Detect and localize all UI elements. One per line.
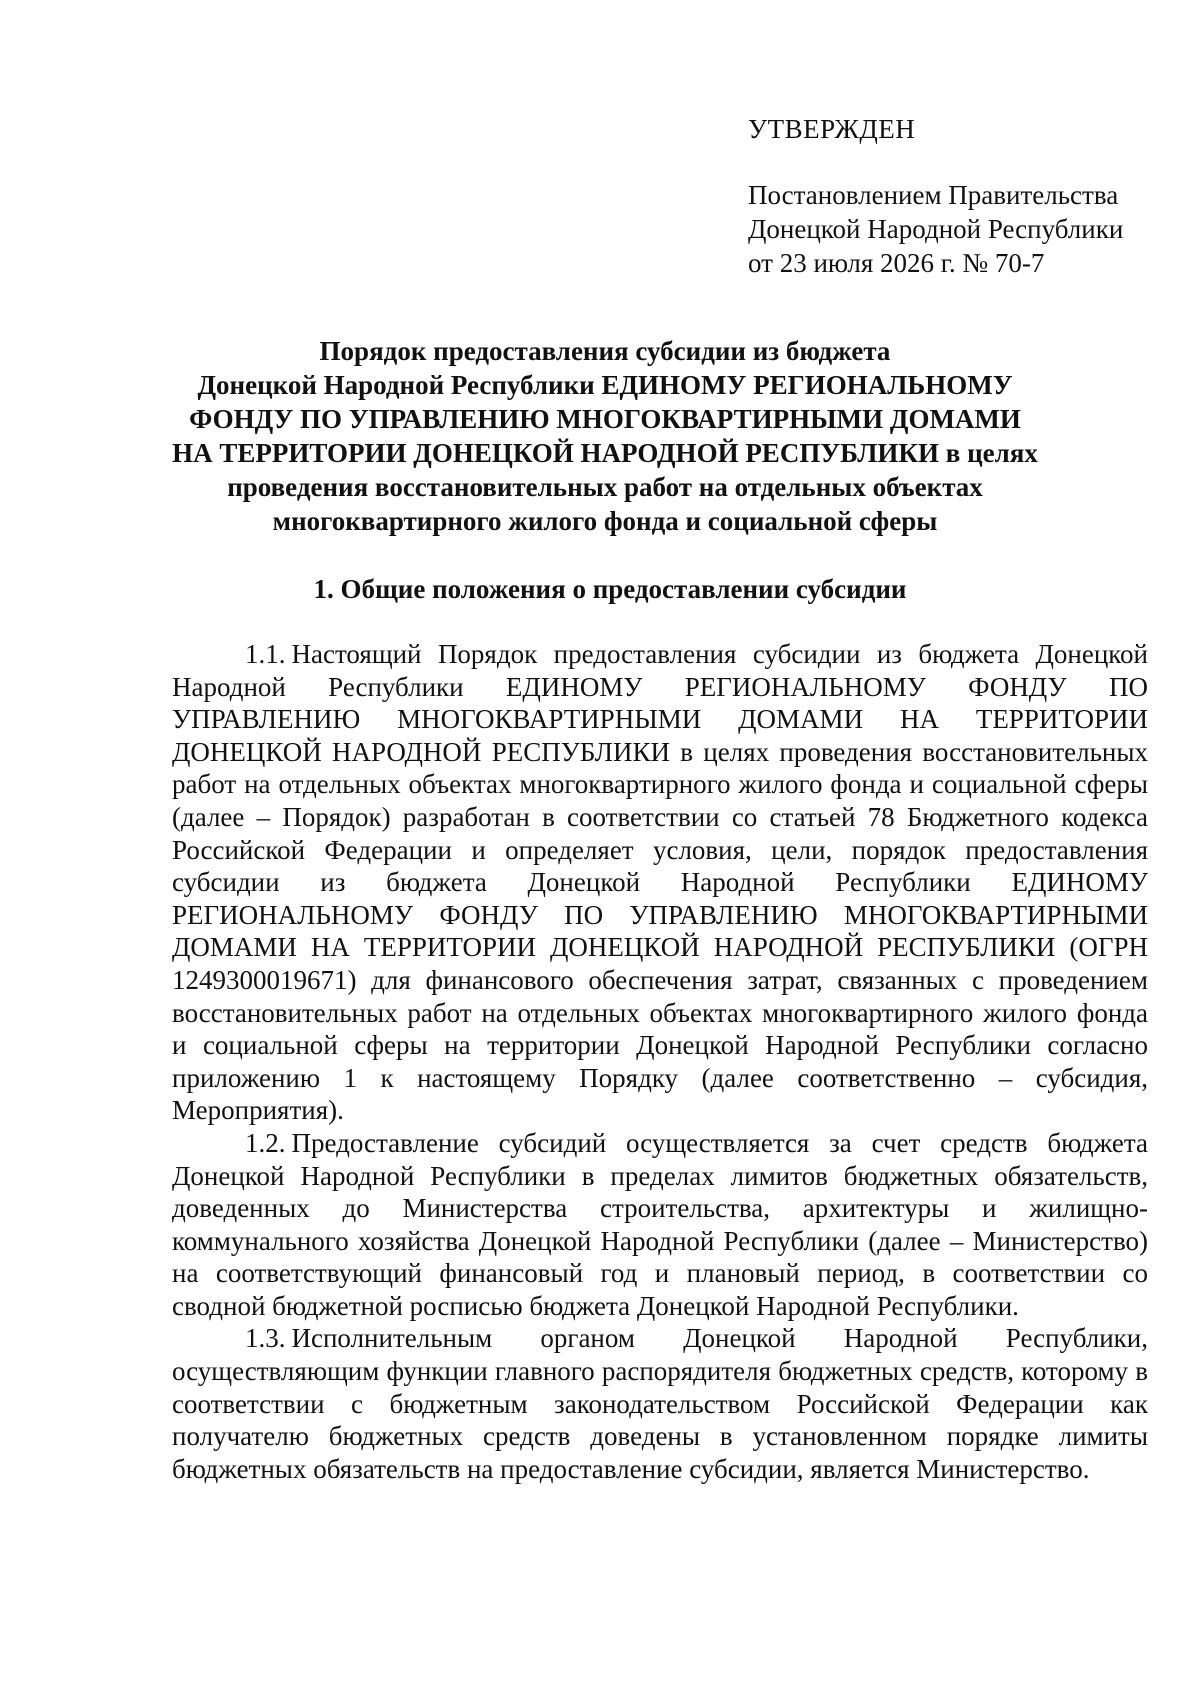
section-body: [172, 638, 1148, 1485]
paragraph-number: 1.2.: [245, 1127, 286, 1158]
paragraph-text: Настоящий Порядок предоставления субсидии из бюджета Донецкой Народной Республики ЕДИНОМУ РЕГИОНАЛЬНОМУ ФОНДУ ПО УПРАВЛЕНИЮ МНОГОКВАРТИРНЫМИ ДОМАМИ НА ТЕРРИТОРИИ ДОНЕЦКОЙ НАРОДНОЙ РЕСПУБЛИКИ в целях проведения восстановительных работ на отдельных объектах многоквартирного жилого фонда и социальной сферы (далее – Порядок) разработан в соответствии со статьей 78 Бюджетного кодекса Российской Федерации и определяет условия, цели, порядок предоставления субсидии из бюджета Донецкой Народной Республики ЕДИНОМУ РЕГИОНАЛЬНОМУ ФОНДУ ПО УПРАВЛЕНИЮ МНОГОКВАРТИРНЫМИ ДОМАМИ НА ТЕРРИТОРИИ ДОНЕЦКОЙ НАРОДНОЙ РЕСПУБЛИКИ (ОГРН 1249300019671) для финансового обеспечения затрат, связанных с проведением восстановительных работ на отдельных объектах многоквартирного жилого фонда и социальной сферы на территории Донецкой Народной Республики согласно приложению 1 к настоящему Порядку (далее соответственно – субсидия, Мероприятия).: [172, 639, 1148, 1126]
document-title: [130, 334, 1080, 538]
paragraph-text: Исполнительным органом Донецкой Народной Республики, осуществляющим функции главного распорядителя бюджетных средств, которому в соответствии с бюджетным законодательством Российской Федерации как получателю бюджетных средств доведены в установленном порядке лимиты бюджетных обязательств на предоставление субсидии, является Министерство.: [172, 1323, 1148, 1484]
approval-label: УТВЕРЖДЕН: [748, 114, 916, 144]
decree-line: Донецкой Народной Республики: [748, 214, 1124, 244]
paragraph-1-3: [172, 1322, 1148, 1485]
section-heading: 1. Общие положения о предоставлении субсидии: [313, 574, 907, 604]
title-line: НА ТЕРРИТОРИИ ДОНЕЦКОЙ НАРОДНОЙ РЕСПУБЛИКИ в целях: [172, 438, 1038, 468]
decree-date-number: от 23 июля 2026 г. № 70-7: [748, 248, 1045, 278]
paragraph-1-1: [172, 638, 1148, 1127]
title-line: проведения восстановительных работ на отдельных объектах: [227, 472, 983, 502]
title-line: Донецкой Народной Республики ЕДИНОМУ РЕГИОНАЛЬНОМУ: [197, 370, 1013, 400]
decree-line: Постановлением Правительства: [748, 180, 1119, 210]
paragraph-text: Предоставление субсидий осуществляется за счет средств бюджета Донецкой Народной Республики в пределах лимитов бюджетных обязательств, доведенных до Министерства строительства, архитектуры и жилищно-коммунального хозяйства Донецкой Народной Республики (далее – Министерство) на соответствующий финансовый год и плановый период, в соответствии со сводной бюджетной росписью бюджета Донецкой Народной Республики.: [172, 1127, 1148, 1321]
title-line: Порядок предоставления субсидии из бюджета: [319, 336, 891, 366]
paragraph-number: 1.3.: [245, 1323, 286, 1354]
decree-reference: [748, 178, 1168, 280]
paragraph-1-2: [172, 1127, 1148, 1323]
paragraph-number: 1.1.: [245, 639, 286, 669]
approval-stamp-block: [748, 112, 1168, 280]
title-line: многоквартирного жилого фонда и социальной сферы: [272, 506, 938, 536]
title-line: ФОНДУ ПО УПРАВЛЕНИЮ МНОГОКВАРТИРНЫМИ ДОМАМИ: [189, 404, 1021, 434]
